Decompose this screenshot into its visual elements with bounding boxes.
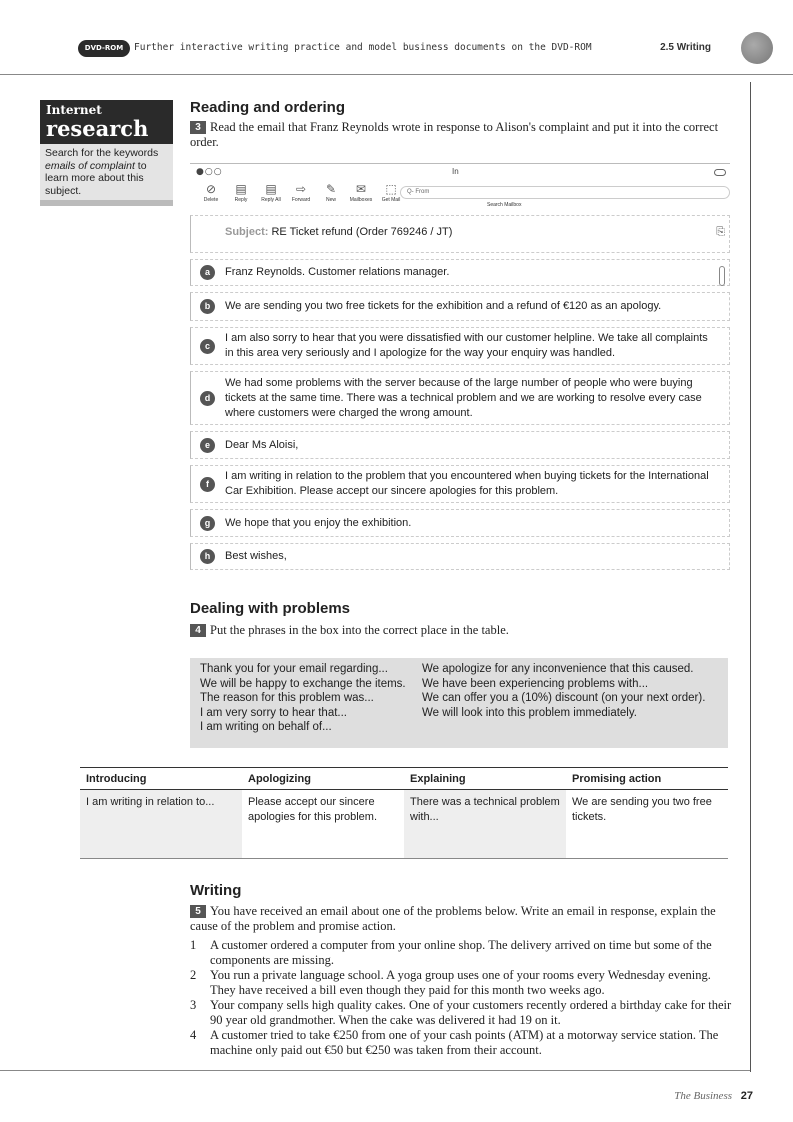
internet-research-text: [40, 144, 173, 200]
mailboxes-button[interactable]: [348, 182, 374, 203]
phrase: Thank you for your email regarding...: [200, 663, 388, 675]
header-divider: [0, 74, 793, 75]
letter-badge: b: [200, 299, 215, 314]
delete-button[interactable]: [198, 182, 224, 203]
phrase: I am writing on behalf of...: [200, 721, 332, 733]
email-item-text: Dear Ms Aloisi,: [225, 438, 299, 451]
subject-label: Subject:: [225, 226, 269, 238]
page-number: 27: [740, 1090, 753, 1102]
letter-badge: a: [200, 265, 215, 280]
section-circle-icon: [741, 32, 773, 64]
forward-icon: ⇨: [295, 182, 307, 196]
page-header: [78, 40, 773, 60]
email-subject: [190, 215, 730, 253]
new-message-button[interactable]: [318, 182, 344, 203]
email-item-h: [190, 543, 730, 570]
list-item: [190, 968, 735, 998]
table-cell: I am writing in relation to...: [80, 790, 242, 858]
column-header-explaining: Explaining: [410, 773, 466, 785]
right-margin-rule: [750, 82, 751, 1072]
letter-badge: h: [200, 549, 215, 564]
dealing-section: [190, 600, 735, 638]
column-header-apologizing: Apologizing: [248, 773, 311, 785]
exercise-number-3: 3: [190, 121, 206, 134]
scrollbar-icon[interactable]: [719, 266, 725, 286]
column-header-promising-action: Promising action: [572, 773, 662, 785]
reply-all-label: Reply All: [261, 197, 281, 203]
get-mail-label: Get Mail: [381, 197, 401, 203]
table-cell: We are sending you two free tickets.: [572, 796, 712, 823]
delete-icon: ⊘: [205, 182, 217, 196]
writing-instruction: [190, 904, 735, 934]
email-item-f: [190, 465, 730, 503]
mail-toolbar: [198, 182, 404, 203]
header-text: Further interactive writing practice and model business documents on the DVD-ROM: [134, 42, 592, 53]
phrase: We have been experiencing problems with...: [422, 677, 649, 690]
letter-badge: g: [200, 516, 215, 531]
phrase: We apologize for any inconvenience that this caused.: [422, 663, 694, 675]
search-mailbox-label: Search Mailbox: [487, 202, 522, 208]
internet-research-title: [40, 100, 173, 144]
email-item-text: We had some problems with the server because of the large number of people who were buying tickets at the same time. There was a technical problem and we are working to resolve every case where customers were charged the wrong amount.: [225, 376, 702, 419]
reading-instruction: [190, 120, 735, 150]
reading-section: [190, 99, 735, 150]
table-cell: Please accept our sincere apologies for this problem.: [248, 796, 378, 823]
internet-research-footer-bar: [40, 200, 173, 206]
email-item-e: [190, 431, 730, 459]
email-toolbar-area: [190, 163, 730, 211]
internet-research-title-line2: research: [46, 116, 149, 141]
email-item-text: Best wishes,: [225, 550, 287, 562]
column-header-introducing: Introducing: [86, 773, 147, 785]
letter-badge: e: [200, 438, 215, 453]
table-row: [80, 790, 728, 858]
attachment-icon[interactable]: ⎘: [716, 226, 725, 238]
page-footer: [674, 1090, 753, 1102]
letter-badge: c: [200, 339, 215, 354]
reading-heading: Reading and ordering: [190, 99, 346, 116]
email-item-a: [190, 259, 730, 286]
dealing-heading: Dealing with problems: [190, 600, 351, 617]
dvd-rom-badge: DVD-ROM: [78, 40, 130, 57]
reply-button[interactable]: [228, 182, 254, 203]
email-item-text: Franz Reynolds. Customer relations manager.: [225, 266, 450, 278]
forward-label: Forward: [291, 197, 311, 203]
exercise-number-5: 5: [190, 905, 206, 918]
phrase-column-1: [200, 662, 422, 735]
reply-all-icon: ▤: [265, 182, 277, 196]
writing-heading: Writing: [190, 882, 242, 899]
writing-task-list: [190, 938, 735, 1058]
list-item-text: A customer ordered a computer from your online shop. The delivery arrived on time but some of the components are missing.: [210, 938, 712, 967]
reading-instruction-text: Read the email that Franz Reynolds wrote in response to Alison's complaint and put it into the correct order.: [190, 120, 719, 149]
phrase: We can offer you a (10%) discount (on your next order).: [422, 692, 706, 704]
brand-name: The Business: [674, 1090, 732, 1102]
phrase-box: [190, 658, 728, 748]
letter-badge: d: [200, 391, 215, 406]
reply-icon: ▤: [235, 182, 247, 196]
list-item-text: You run a private language school. A yoga group uses one of your rooms every Wednesday evening. They have received a bill even though they paid for this month two weeks ago.: [210, 968, 711, 997]
email-item-c: [190, 327, 730, 365]
list-item: [190, 938, 735, 968]
writing-instruction-text: You have received an email about one of the problems below. Write an email in response, explain the cause of the problem and promise action.: [190, 904, 716, 933]
bottom-divider: [0, 1070, 750, 1071]
phrases-table: [80, 767, 728, 859]
internet-research-title-line1: Internet: [46, 103, 102, 117]
list-item-number: 1: [190, 938, 197, 952]
list-item-number: 2: [190, 968, 197, 982]
email-item-b: [190, 292, 730, 321]
compose-icon: ✎: [325, 182, 337, 196]
email-item-text: We are sending you two free tickets for the exhibition and a refund of €120 as an apology.: [225, 300, 662, 312]
phrase-column-2: [422, 662, 718, 735]
new-label: New: [325, 197, 336, 203]
ir-keywords: emails of complaint: [45, 159, 135, 172]
phrase: The reason for this problem was...: [200, 692, 374, 704]
list-item: [190, 998, 735, 1028]
ir-text-after: to learn more about this subject.: [45, 159, 147, 197]
phrase: We will be happy to exchange the items.: [200, 677, 406, 690]
phrase: I am very sorry to hear that...: [200, 706, 347, 719]
email-item-text: I am also sorry to hear that you were dissatisfied with our customer helpline. We take all complaints in this area very seriously and I apologize for the way your enquiry was handled.: [225, 332, 708, 359]
toolbar-toggle-icon[interactable]: [714, 169, 726, 176]
email-item-text: We hope that you enjoy the exhibition.: [225, 516, 412, 529]
email-window: [190, 163, 730, 585]
writing-section: [190, 882, 735, 1058]
delete-label: Delete: [203, 197, 219, 203]
internet-research-box: [40, 100, 173, 206]
list-item-number: 4: [190, 1028, 197, 1042]
exercise-number-4: 4: [190, 624, 206, 637]
table-cell: There was a technical problem with...: [404, 790, 566, 858]
list-item: [190, 1028, 735, 1058]
letter-badge: f: [200, 477, 215, 492]
list-item-number: 3: [190, 998, 197, 1012]
phrase: We will look into this problem immediately.: [422, 706, 637, 719]
table-header-row: [80, 768, 728, 790]
email-item-d: [190, 371, 730, 425]
reply-all-button[interactable]: [258, 182, 284, 203]
window-controls-icon[interactable]: ●○○: [196, 167, 223, 177]
email-item-g: [190, 509, 730, 537]
section-label: 2.5 Writing: [660, 42, 711, 53]
list-item-text: Your company sells high quality cakes. One of your customers recently ordered a birthday cake for their 90 year old grandmother. When the cake was delivered it had 19 on it.: [210, 998, 732, 1027]
mailboxes-icon: ✉: [355, 182, 367, 196]
ir-text-before: Search for the keywords: [45, 147, 159, 159]
get-mail-icon: ⬚: [385, 182, 397, 196]
email-item-text: I am writing in relation to the problem that you encountered when buying tickets for the International Car Exhibition. Please accept our sincere apologies for this problem.: [225, 470, 709, 497]
reply-label: Reply: [234, 197, 248, 203]
dealing-instruction: [190, 623, 735, 638]
dealing-instruction-text: Put the phrases in the box into the correct place in the table.: [210, 623, 509, 637]
list-item-text: A customer tried to take €250 from one of your cash points (ATM) at a motorway service station. The machine only paid out €50 but €250 was taken from their account.: [210, 1028, 719, 1057]
forward-button[interactable]: [288, 182, 314, 203]
mailboxes-label: Mailboxes: [349, 197, 373, 203]
window-title: In: [452, 167, 459, 176]
mailbox-search-input[interactable]: Q- From: [400, 186, 730, 199]
subject-value: RE Ticket refund (Order 769246 / JT): [271, 226, 453, 238]
